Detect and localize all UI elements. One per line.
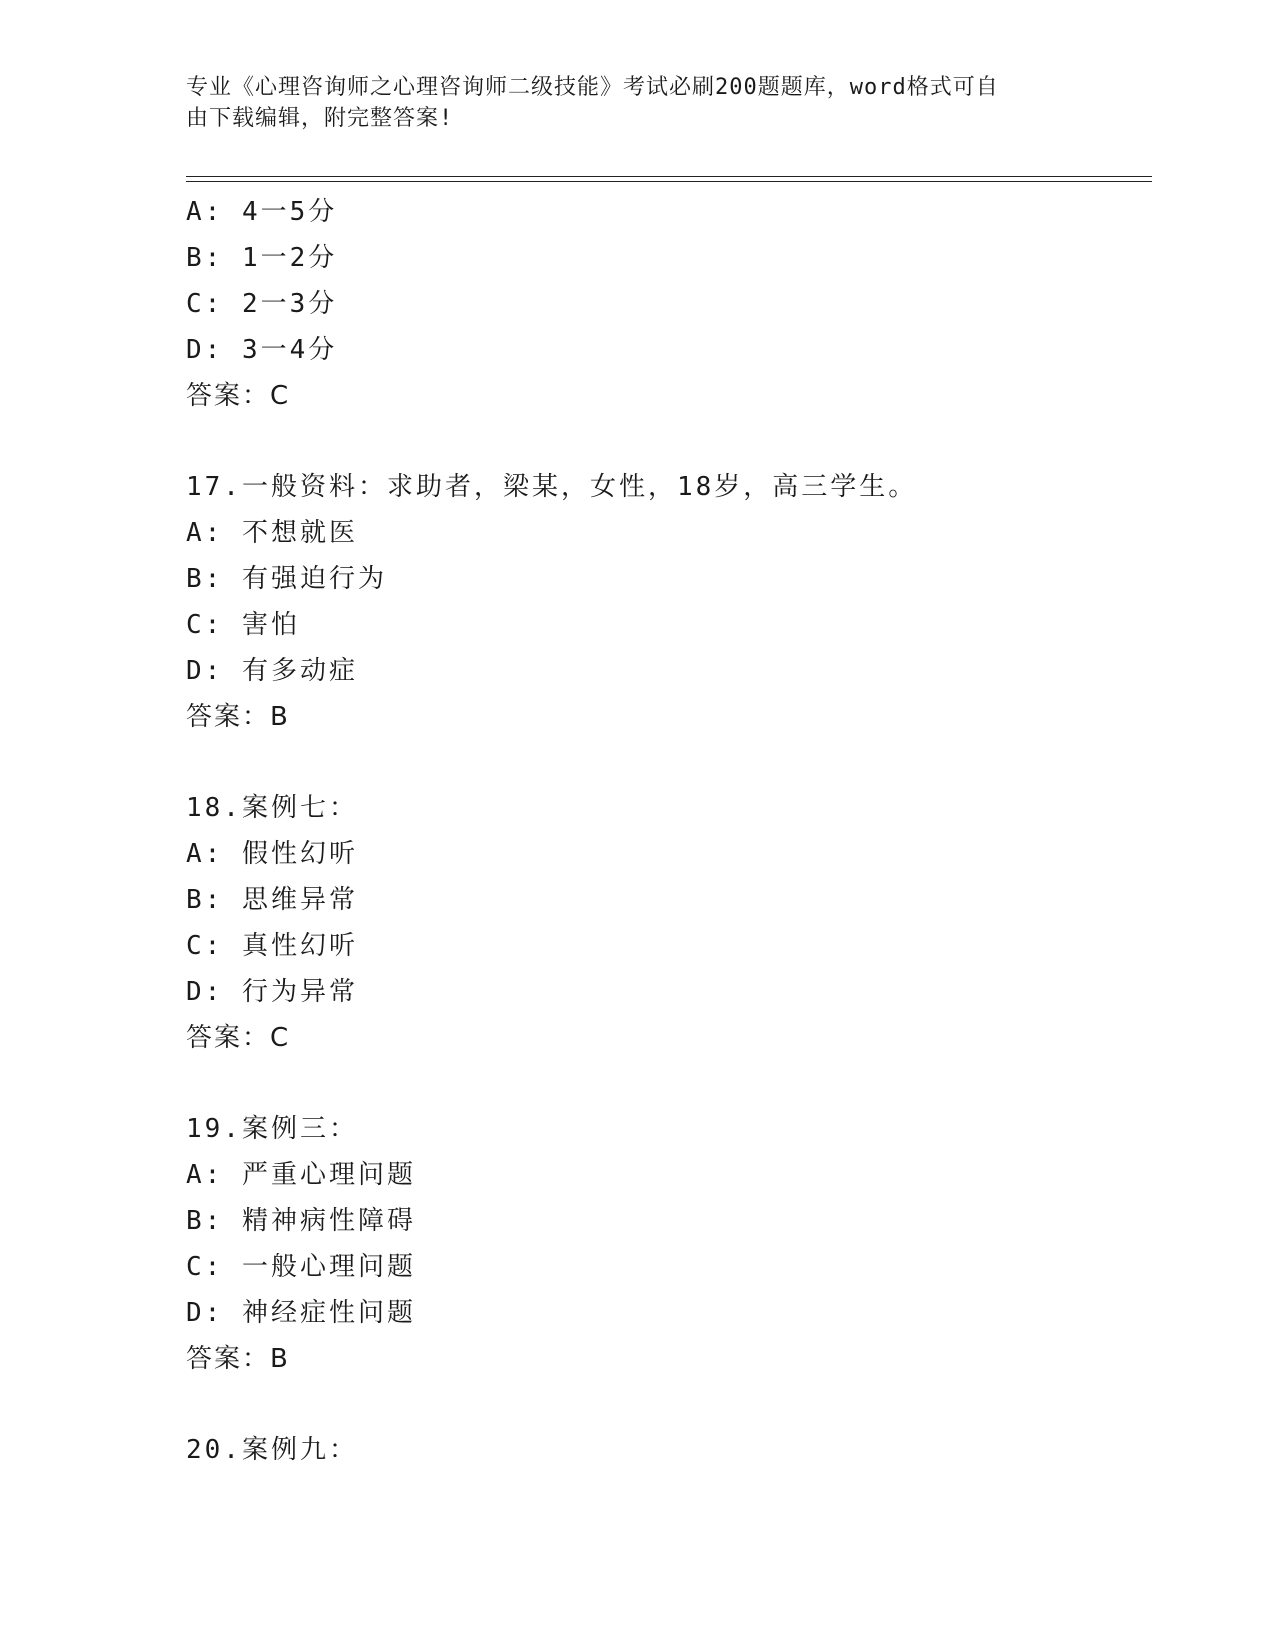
option-a: A: 4一5分: [186, 197, 338, 227]
question-title: 19.案例三：: [186, 1114, 358, 1144]
header-divider-bottom: [186, 181, 1152, 182]
option-d: D: 神经症性问题: [186, 1298, 416, 1328]
spacer: [186, 740, 1146, 785]
question-19-block: [186, 1106, 1146, 1382]
partial-question-block: [186, 189, 1146, 419]
spacer: [186, 1382, 1146, 1427]
spacer: [186, 419, 1146, 464]
option-b: B: 有强迫行为: [186, 564, 387, 594]
question-title: 18.案例七：: [186, 793, 358, 823]
option-b: B: 精神病性障碍: [186, 1206, 416, 1236]
question-title: 20.案例九：: [186, 1435, 358, 1465]
option-a: A: 不想就医: [186, 518, 358, 548]
header-divider-top: [186, 176, 1152, 177]
option-b: B: 1一2分: [186, 243, 338, 273]
option-c: C: 真性幻听: [186, 931, 358, 961]
option-d: D: 有多动症: [186, 656, 358, 686]
option-c: C: 害怕: [186, 610, 300, 640]
answer-line: 答案：B: [186, 1344, 290, 1374]
spacer: [186, 1061, 1146, 1106]
option-b: B: 思维异常: [186, 885, 358, 915]
question-17-block: [186, 464, 1146, 740]
question-18-block: [186, 785, 1146, 1061]
option-a: A: 假性幻听: [186, 839, 358, 869]
question-list: [186, 189, 1146, 1473]
option-d: D: 3一4分: [186, 335, 338, 365]
answer-line: 答案：C: [186, 1023, 291, 1053]
option-c: C: 一般心理问题: [186, 1252, 416, 1282]
answer-line: 答案：C: [186, 381, 291, 411]
header-line-2: 由下载编辑，附完整答案!: [186, 106, 454, 131]
option-d: D: 行为异常: [186, 977, 358, 1007]
option-a: A: 严重心理问题: [186, 1160, 416, 1190]
document-header: [186, 72, 1066, 134]
question-title: 17.一般资料：求助者，梁某，女性，18岁，高三学生。: [186, 472, 918, 502]
answer-line: 答案：B: [186, 702, 290, 732]
header-line-1: 专业《心理咨询师之心理咨询师二级技能》考试必刷200题题库，word格式可自: [186, 75, 999, 100]
option-c: C: 2一3分: [186, 289, 338, 319]
question-20-block: [186, 1427, 1146, 1473]
